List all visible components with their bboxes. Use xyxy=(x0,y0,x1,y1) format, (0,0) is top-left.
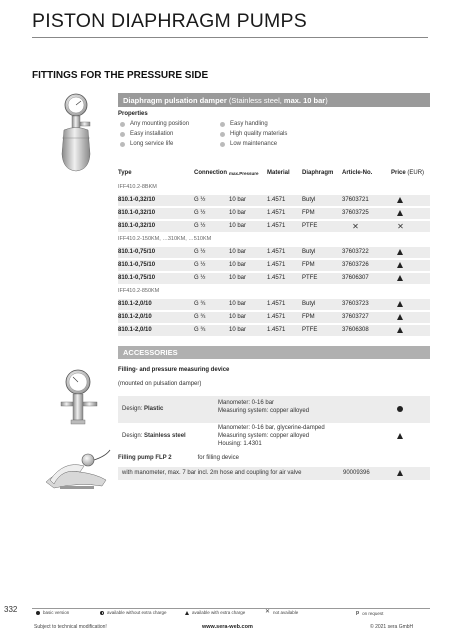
not-available-icon: ✕ xyxy=(397,222,404,231)
header-type: Type xyxy=(118,170,132,176)
filling-pump-row xyxy=(118,467,430,480)
footer-rule xyxy=(32,608,430,609)
cell-article: 37603723 xyxy=(342,301,369,307)
device-note: (mounted on pulsation damper) xyxy=(118,381,202,387)
cell-connection: G ½ xyxy=(194,275,206,281)
cell-type: 810.1-0,75/10 xyxy=(118,275,156,281)
design-desc-line: Housing: 1.4301 xyxy=(218,441,262,447)
pulsation-damper-image xyxy=(58,92,102,174)
table-row xyxy=(118,247,430,258)
on-request-icon: p xyxy=(356,610,360,616)
cell-article: 37603721 xyxy=(342,197,369,203)
legend-item: available without extra charge xyxy=(100,610,167,615)
cell-pressure: 10 bar xyxy=(229,262,247,268)
product-header-bar xyxy=(118,93,430,107)
article-not-available-icon: ✕ xyxy=(352,222,359,231)
cell-type: 810.1-2,0/10 xyxy=(118,327,152,333)
filling-pump-line: Filling pump FLP 2 for filling device xyxy=(118,455,239,461)
cell-type: 810.1-2,0/10 xyxy=(118,301,152,307)
header-article: Article-No. xyxy=(342,170,373,176)
cell-pressure: 10 bar xyxy=(229,197,247,203)
design-plastic-row xyxy=(118,396,430,423)
cell-type: 810.1-0,75/10 xyxy=(118,249,156,255)
table-row xyxy=(118,208,430,219)
cell-material: 1.4571 xyxy=(267,249,286,255)
table-row xyxy=(118,260,430,271)
header-pressure: max.Pressure xyxy=(229,171,259,176)
cell-article: 37603725 xyxy=(342,210,369,216)
table-row xyxy=(118,325,430,336)
cell-connection: G ½ xyxy=(194,210,206,216)
price-extra-charge-icon xyxy=(397,470,404,477)
cell-material: 1.4571 xyxy=(267,210,286,216)
properties-label: Properties xyxy=(118,111,148,117)
product-subtitle: (Stainless steel, max. 10 bar) xyxy=(228,96,328,105)
cell-type: 810.1-0,75/10 xyxy=(118,262,156,268)
legend-item: available with extra charge xyxy=(185,610,245,615)
accessories-header-bar: ACCESSORIES xyxy=(118,346,430,359)
product-title: Diaphragm pulsation damper xyxy=(123,96,227,105)
header-connection: Connection xyxy=(194,170,227,176)
table-row xyxy=(118,195,430,206)
table-row xyxy=(118,221,430,232)
cell-material: 1.4571 xyxy=(267,275,286,281)
copyright: © 2021 sera GmbH xyxy=(370,624,414,630)
cell-type: 810.1-0,32/10 xyxy=(118,223,156,229)
cell-article: 37606308 xyxy=(342,327,369,333)
triangle-icon xyxy=(185,611,189,615)
table-group-label xyxy=(118,182,430,193)
title-rule xyxy=(32,37,428,38)
cell-material: 1.4571 xyxy=(267,223,286,229)
cell-connection: G ½ xyxy=(194,223,206,229)
cell-pressure: 10 bar xyxy=(229,301,247,307)
header-diaphragm: Diaphragm xyxy=(302,170,334,176)
filled-dot-icon xyxy=(36,611,40,615)
cell-type: 810.1-0,32/10 xyxy=(118,197,156,203)
cell-diaphragm: FPM xyxy=(302,262,315,268)
legend-item: basic version xyxy=(36,610,69,615)
group-label-text: IFF410.2-850KM xyxy=(118,288,160,294)
price-extra-charge-icon xyxy=(397,197,404,204)
group-label-text: IFF410.2-150KM, …310KM, …510KM xyxy=(118,236,212,242)
cell-connection: G ½ xyxy=(194,262,206,268)
table-row xyxy=(118,299,430,310)
table-group-label xyxy=(118,234,430,245)
half-dot-icon xyxy=(100,611,104,615)
price-extra-charge-icon xyxy=(397,275,404,282)
cell-diaphragm: FPM xyxy=(302,314,315,320)
design-label: Design: Stainless steel xyxy=(122,433,186,439)
property-item: High quality materials xyxy=(220,131,287,137)
price-extra-charge-icon xyxy=(397,210,404,217)
cell-article: 37606307 xyxy=(342,275,369,281)
price-extra-charge-icon xyxy=(397,262,404,269)
cell-material: 1.4571 xyxy=(267,314,286,320)
bullet-icon xyxy=(220,132,225,137)
price-extra-charge-icon xyxy=(397,301,404,308)
cell-pressure: 10 bar xyxy=(229,223,247,229)
pump-article: 90009396 xyxy=(343,470,370,476)
cell-diaphragm: PTFE xyxy=(302,327,318,333)
website-link[interactable]: www.sera-web.com xyxy=(202,624,253,630)
manometer-device-image xyxy=(56,366,106,428)
cell-connection: G ¾ xyxy=(194,327,206,333)
table-row xyxy=(118,312,430,323)
property-item: Easy installation xyxy=(120,131,173,137)
cell-material: 1.4571 xyxy=(267,262,286,268)
property-item: Long service life xyxy=(120,141,173,147)
design-desc-line: Measuring system: copper alloyed xyxy=(218,433,310,439)
cell-article: 37603727 xyxy=(342,314,369,320)
cell-article: 37603722 xyxy=(342,249,369,255)
bullet-icon xyxy=(220,142,225,147)
price-extra-charge-icon xyxy=(397,314,404,321)
design-label: Design: Plastic xyxy=(122,406,164,412)
bullet-icon xyxy=(120,142,125,147)
property-item: Easy handling xyxy=(220,121,268,127)
property-item: Low maintenance xyxy=(220,141,277,147)
design-desc-line: Manometer: 0-16 bar, glycerine-damped xyxy=(218,425,325,431)
disclaimer: Subject to technical modification! xyxy=(34,624,107,630)
design-stainless-row xyxy=(118,423,430,450)
cell-material: 1.4571 xyxy=(267,301,286,307)
price-extra-charge-icon xyxy=(397,249,404,256)
table-group-label xyxy=(118,286,430,297)
price-extra-charge-icon xyxy=(397,327,404,334)
header-material: Material xyxy=(267,170,290,176)
bullet-icon xyxy=(120,132,125,137)
table-row xyxy=(118,273,430,284)
cell-type: 810.1-0,32/10 xyxy=(118,210,156,216)
cell-pressure: 10 bar xyxy=(229,249,247,255)
table-header-row xyxy=(118,168,430,179)
pump-desc: with manometer, max. 7 bar incl. 2m hose and coupling for air valve xyxy=(122,470,302,476)
cell-diaphragm: Butyl xyxy=(302,249,316,255)
device-title: Filling- and pressure measuring device xyxy=(118,367,230,373)
cell-pressure: 10 bar xyxy=(229,275,247,281)
legend-item: p on request xyxy=(356,610,384,616)
page-number: 332 xyxy=(4,605,18,614)
filling-pump-image xyxy=(40,446,114,492)
design-desc-line: Measuring system: copper alloyed xyxy=(218,408,310,414)
cell-pressure: 10 bar xyxy=(229,327,247,333)
cell-diaphragm: Butyl xyxy=(302,301,316,307)
cell-article: 37603726 xyxy=(342,262,369,268)
cell-connection: G ½ xyxy=(194,197,206,203)
bullet-icon xyxy=(120,122,125,127)
cell-connection: G ½ xyxy=(194,249,206,255)
cell-type: 810.1-2,0/10 xyxy=(118,314,152,320)
price-basic-version-icon xyxy=(397,406,404,413)
property-item: Any mounting position xyxy=(120,121,189,127)
cell-pressure: 10 bar xyxy=(229,210,247,216)
cell-diaphragm: FPM xyxy=(302,210,315,216)
legend-item: ✕ not available xyxy=(265,609,299,615)
design-desc-line: Manometer: 0-16 bar xyxy=(218,400,275,406)
cross-icon: ✕ xyxy=(265,609,271,615)
cell-material: 1.4571 xyxy=(267,327,286,333)
cell-diaphragm: PTFE xyxy=(302,275,318,281)
cell-pressure: 10 bar xyxy=(229,314,247,320)
header-price: Price (EUR) xyxy=(391,170,425,176)
cell-diaphragm: PTFE xyxy=(302,223,318,229)
cell-material: 1.4571 xyxy=(267,197,286,203)
price-extra-charge-icon xyxy=(397,433,404,440)
page-title: PISTON DIAPHRAGM PUMPS xyxy=(32,10,307,32)
group-label-text: IFF410.2-8BKM xyxy=(118,184,157,190)
section-title: FITTINGS FOR THE PRESSURE SIDE xyxy=(32,70,209,81)
cell-diaphragm: Butyl xyxy=(302,197,316,203)
cell-connection: G ¾ xyxy=(194,314,206,320)
product-table xyxy=(118,168,430,338)
bullet-icon xyxy=(220,122,225,127)
cell-connection: G ¾ xyxy=(194,301,206,307)
